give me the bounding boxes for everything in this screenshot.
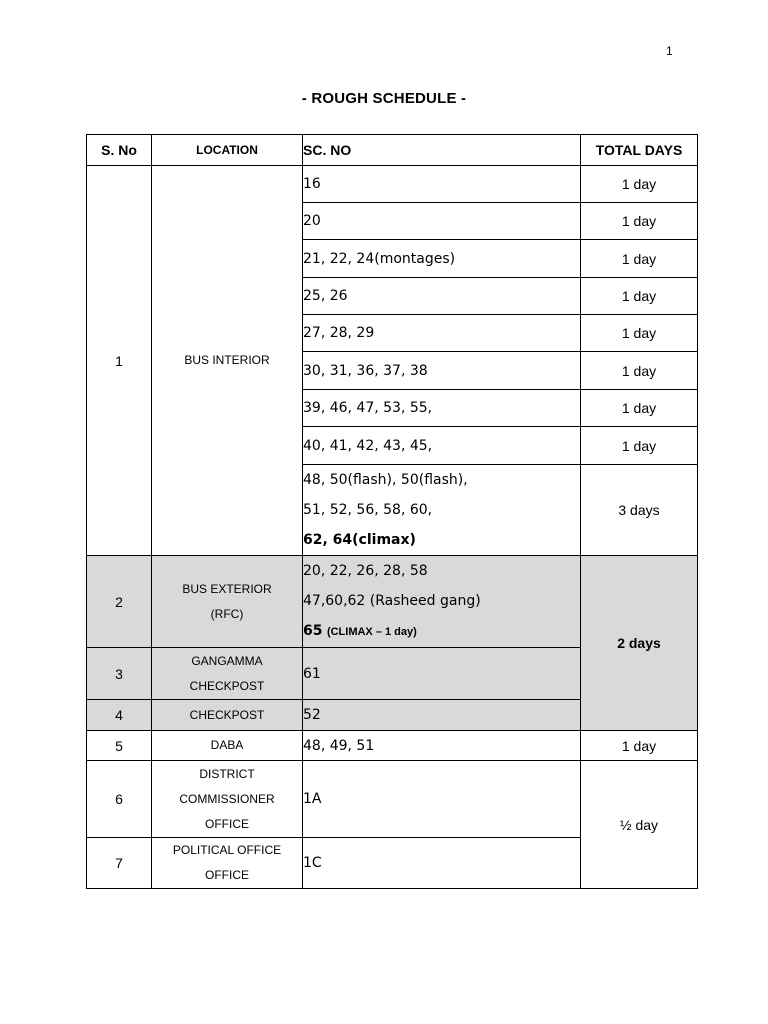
sc-cell: 61 xyxy=(303,648,581,700)
days-cell: 1 day xyxy=(581,390,698,427)
sno-cell: 1 xyxy=(87,166,152,556)
location-line: POLITICAL OFFICE xyxy=(172,843,282,857)
sc-line: 47,60,62 (Rasheed gang) xyxy=(303,593,481,609)
sc-line: 51, 52, 56, 58, 60, xyxy=(303,502,433,518)
sno-cell: 5 xyxy=(87,731,152,761)
header-location: LOCATION xyxy=(152,135,303,166)
sc-cell: 21, 22, 24(montages) xyxy=(303,240,581,278)
sno-cell: 2 xyxy=(87,556,152,648)
sc-line xyxy=(303,616,580,647)
location-line: OFFICE xyxy=(205,868,249,882)
table-row xyxy=(87,556,698,648)
header-row xyxy=(87,135,698,166)
sc-cell: 52 xyxy=(303,700,581,731)
sc-climax-note: (CLIMAX – 1 day) xyxy=(326,626,417,638)
sc-cell: 40, 41, 42, 43, 45, xyxy=(303,427,581,465)
sc-cell: 39, 46, 47, 53, 55, xyxy=(303,390,581,427)
location-line: (RFC) xyxy=(210,606,244,621)
location-cell xyxy=(152,761,303,838)
table-row xyxy=(87,761,698,838)
location-line: DISTRICT xyxy=(199,766,255,781)
days-cell: 1 day xyxy=(581,731,698,761)
sno-cell: 3 xyxy=(87,648,152,700)
days-cell: 1 day xyxy=(581,315,698,352)
location-cell: BUS INTERIOR xyxy=(152,166,303,556)
sc-cell: 27, 28, 29 xyxy=(303,315,581,352)
days-cell: 1 day xyxy=(581,278,698,315)
location-line: OFFICE xyxy=(205,816,249,831)
days-cell: 3 days xyxy=(581,465,698,556)
table-row xyxy=(87,166,698,203)
location-cell xyxy=(152,556,303,648)
header-total-days: TOTAL DAYS xyxy=(581,135,698,166)
sc-cell: 1C xyxy=(303,838,581,889)
days-cell: 2 days xyxy=(581,556,698,731)
sno-cell: 6 xyxy=(87,761,152,838)
sc-climax-number: 65 xyxy=(303,623,323,639)
sc-line: 62, 64(climax) xyxy=(303,532,416,548)
days-cell: 1 day xyxy=(581,166,698,203)
sc-cell: 30, 31, 36, 37, 38 xyxy=(303,352,581,390)
location-line: BUS EXTERIOR xyxy=(182,581,272,596)
sc-cell-multiline xyxy=(303,465,581,556)
location-line: GANGAMMA xyxy=(191,653,263,668)
days-cell: 1 day xyxy=(581,203,698,240)
location-cell xyxy=(152,648,303,700)
sc-cell-multiline xyxy=(303,556,581,648)
days-cell: 1 day xyxy=(581,240,698,278)
schedule-table xyxy=(86,134,698,889)
sc-cell: 25, 26 xyxy=(303,278,581,315)
header-sc-no: SC. NO xyxy=(303,135,581,166)
header-sno: S. No xyxy=(87,135,152,166)
sc-cell: 1A xyxy=(303,761,581,838)
sno-cell: 7 xyxy=(87,838,152,889)
days-cell: 1 day xyxy=(581,352,698,390)
location-cell: CHECKPOST xyxy=(152,700,303,731)
page-title: - ROUGH SCHEDULE - xyxy=(301,90,467,107)
page-number: 1 xyxy=(666,44,673,58)
sno-cell: 4 xyxy=(87,700,152,731)
sc-cell: 20 xyxy=(303,203,581,240)
table-row xyxy=(87,731,698,761)
sc-line: 48, 50(flash), 50(flash), xyxy=(303,472,468,488)
location-line: COMMISSIONER xyxy=(179,791,275,806)
location-line: CHECKPOST xyxy=(189,678,265,693)
sc-cell: 48, 49, 51 xyxy=(303,731,581,761)
days-cell: 1 day xyxy=(581,427,698,465)
days-cell: ½ day xyxy=(581,761,698,889)
location-cell: DABA xyxy=(152,731,303,761)
location-cell xyxy=(152,838,303,889)
sc-line: 20, 22, 26, 28, 58 xyxy=(303,563,428,579)
sc-cell: 16 xyxy=(303,166,581,203)
